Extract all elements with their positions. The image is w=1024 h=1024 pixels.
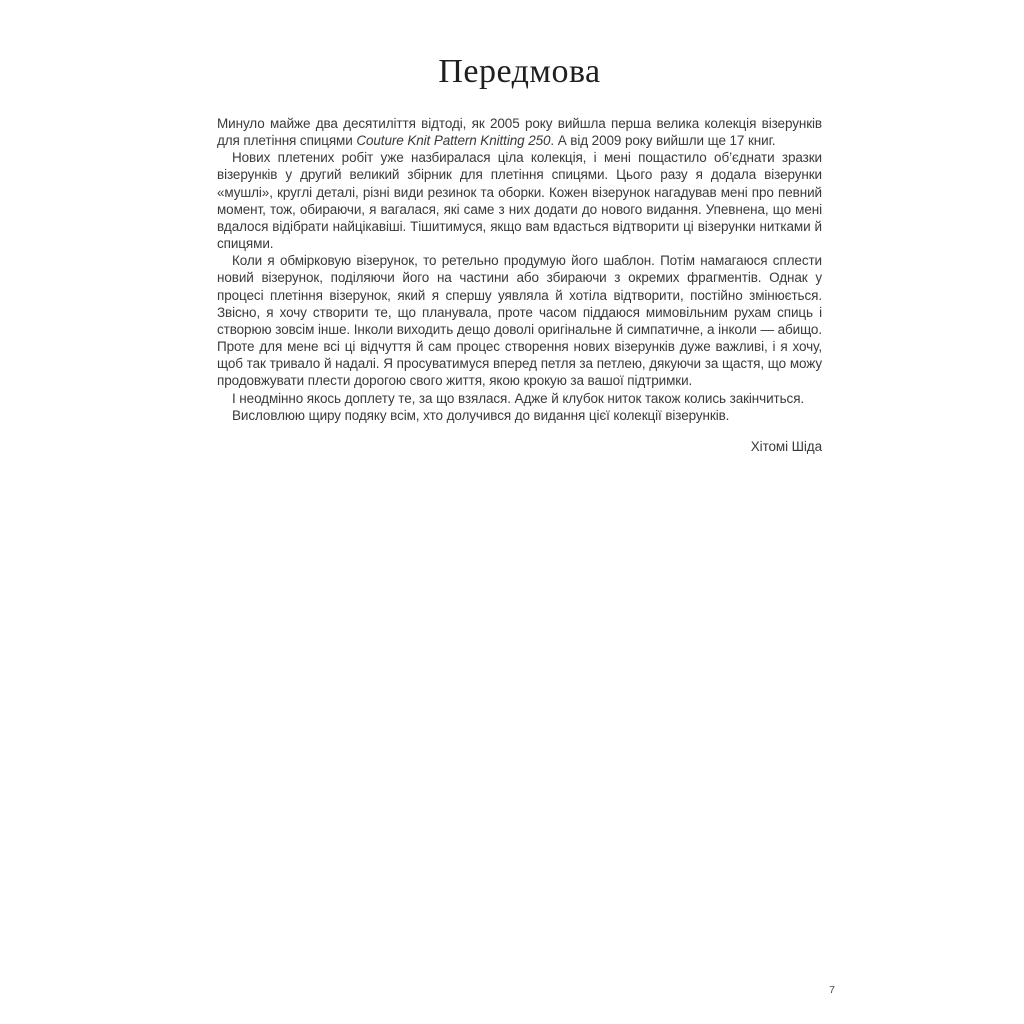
paragraph-1-text-before: Минуло майже два десятиліття відтоді, як 2005 року вийшла перша велика колекція візерунків для плетіння спицями <box>217 116 822 149</box>
paragraph-1-text-after: . А від 2009 року вийшли ще 17 книг. <box>550 133 776 149</box>
author-signature: Хітомі Шіда <box>750 438 822 454</box>
page-title: Передмова <box>438 53 601 90</box>
book-title-italic: Couture Knit Pattern Knitting 250 <box>356 133 551 149</box>
text-column <box>217 0 822 455</box>
paragraph-3: Коли я обмірковую візерунок, то ретельно продумую його шаблон. Потім намагаюся сплести новий візерунок, поділяючи його на частини або збираючи з окремих фрагментів. Однак у процесі плетіння візерунок, який я спершу уявляла й хотіла відтворити, постійно змінюється. Звісно, я хочу створити те, що планувала, проте часом піддаюся мимовільним рухам спиць і створюю зовсім інше. Інколи виходить дещо доволі оригінальне й симпатичне, а інколи — абищо. Проте для мене всі ці відчуття й сам процес створення нових візерунків дуже важливі, і я хочу, щоб так тривало й надалі. Я просуватимуся вперед петля за петлею, дякуючи за щастя, що можу продовжувати плести дорогою свого життя, якою крокую за вашої підтримки. <box>217 253 822 389</box>
page-number: 7 <box>829 984 835 996</box>
preface-body <box>217 115 822 424</box>
paragraph-1 <box>217 115 822 149</box>
paragraph-2: Нових плетених робіт уже назбиралася ціла колекція, і мені пощастило об’єднати зразки візерунків у другий великий збірник для плетіння спицями. Цього разу я додала візерунки «мушлі», круглі деталі, різні види резинок та оборки. Кожен візерунок нагадував мені про певний момент, тож, обираючи, я вагалася, які саме з них додати до нового видання. Упевнена, що мені вдалося відібрати найцікавіші. Тішитимуся, якщо вам вдасться відтворити ці візерунки нитками й спицями. <box>217 150 822 252</box>
paragraph-5: Висловлюю щиру подяку всім, хто долучився до видання цієї колекції візерунків. <box>232 407 730 423</box>
paragraph-4: І неодмінно якось доплету те, за що взялася. Адже й клубок ниток також колись закінчиться. <box>232 390 805 406</box>
